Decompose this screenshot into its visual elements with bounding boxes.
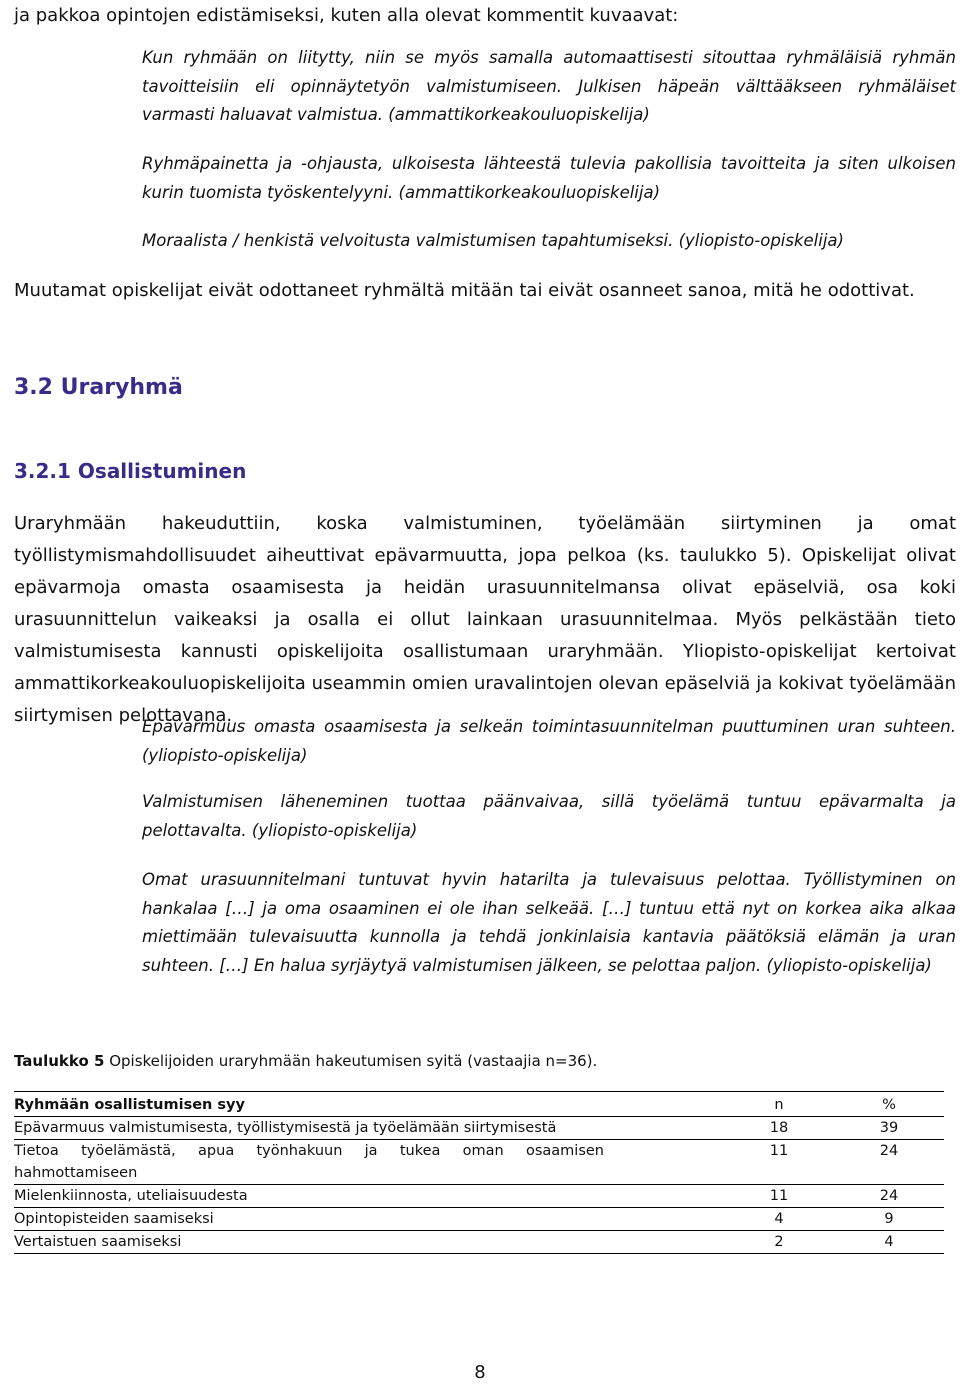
table-row xyxy=(14,1208,944,1231)
page-number: 8 xyxy=(474,1362,486,1383)
cell-percent: 24 xyxy=(834,1140,944,1185)
cell-percent: 9 xyxy=(834,1208,944,1231)
cell-n: 11 xyxy=(724,1185,834,1208)
intro-line: ja pakkoa opintojen edistämiseksi, kuten alla olevat kommentit kuvaavat: xyxy=(14,5,679,26)
section-heading: 3.2 Uraryhmä xyxy=(14,375,183,400)
body-paragraph: Uraryhmään hakeuduttiin, koska valmistuminen, työelämään siirtyminen ja omat työllistymismahdollisuudet aiheuttivat epävarmuutta, jopa pelkoa (ks. taulukko 5). Opiskelijat olivat epävarmoja omasta osaamisesta ja heidän urasuunnitelmansa olivat epäselviä, osa koki urasuunnittelun vaikeaksi ja osalla ei ollut lainkaan urasuunnitelmaa. Myös pelkästään tieto valmistumisesta kannusti opiskelijoita osallistumaan uraryhmään. Yliopisto-opiskelijat kertoivat ammattikorkeakouluopiskelijoita useammin omien uravalintojen olevan epäselviä ja kokivat työelämään siirtymisen pelottavana. xyxy=(14,513,956,726)
cell-reason: Opintopisteiden saamiseksi xyxy=(14,1208,724,1231)
subsection-heading: 3.2.1 Osallistuminen xyxy=(14,459,247,483)
cell-percent: 39 xyxy=(834,1117,944,1140)
table-caption-label: Taulukko 5 xyxy=(14,1052,105,1070)
header-percent: % xyxy=(834,1092,944,1117)
quote-block: Moraalista / henkistä velvoitusta valmistumisen tapahtumiseksi. (yliopisto-opiskelija) xyxy=(142,231,844,250)
table-caption-text: Opiskelijoiden uraryhmään hakeutumisen syitä (vastaajia n=36). xyxy=(104,1052,598,1070)
cell-reason: Mielenkiinnosta, uteliaisuudesta xyxy=(14,1185,724,1208)
header-reason: Ryhmään osallistumisen syy xyxy=(14,1092,724,1117)
table-row xyxy=(14,1117,944,1140)
cell-reason-text: Tietoa työelämästä, apua työnhakuun ja tukea oman osaamisen hahmottamiseen xyxy=(14,1143,604,1181)
cell-n: 18 xyxy=(724,1117,834,1140)
reasons-table xyxy=(14,1091,944,1254)
table-row xyxy=(14,1140,944,1185)
cell-reason: Epävarmuus valmistumisesta, työllistymisestä ja työelämään siirtymisestä xyxy=(14,1117,724,1140)
quote-block: Kun ryhmään on liitytty, niin se myös samalla automaattisesti sitouttaa ryhmäläisiä ryhmän tavoitteisiin eli opinnäytetyön valmistumiseen. Julkisen häpeän välttääkseen ryhmäläiset varmasti haluavat valmistua. (ammattikorkeakouluopiskelija) xyxy=(142,48,956,124)
cell-reason: Vertaistuen saamiseksi xyxy=(14,1231,724,1254)
cell-percent: 24 xyxy=(834,1185,944,1208)
cell-n: 2 xyxy=(724,1231,834,1254)
table-header-row xyxy=(14,1092,944,1117)
cell-reason xyxy=(14,1140,724,1185)
table-row xyxy=(14,1185,944,1208)
quote-block: Omat urasuunnitelmani tuntuvat hyvin hatarilta ja tulevaisuus pelottaa. Työllistyminen on hankalaa […] ja oma osaaminen ei ole ihan selkeää. […] tuntuu että nyt on korkea aika alkaa miettimään tulevaisuutta kunnolla ja tehdä jonkinlaisia kantavia päätöksiä elämän ja uran suhteen. […] En halua syrjäytyä valmistumisen jälkeen, se pelottaa paljon. (yliopisto-opiskelija) xyxy=(142,870,956,975)
table-row xyxy=(14,1231,944,1254)
quote-block: Epävarmuus omasta osaamisesta ja selkeän toimintasuunnitelman puuttuminen uran suhteen. (yliopisto-opiskelija) xyxy=(142,717,956,765)
cell-n: 11 xyxy=(724,1140,834,1185)
cell-n: 4 xyxy=(724,1208,834,1231)
table-caption xyxy=(14,1050,597,1072)
quote-block: Valmistumisen läheneminen tuottaa päänvaivaa, sillä työelämä tuntuu epävarmalta ja pelottavalta. (yliopisto-opiskelija) xyxy=(142,792,956,840)
header-n: n xyxy=(724,1092,834,1117)
cell-percent: 4 xyxy=(834,1231,944,1254)
quote-block: Ryhmäpainetta ja -ohjausta, ulkoisesta lähteestä tulevia pakollisia tavoitteita ja siten ulkoisen kurin tuomista työskentelyyni. (ammattikorkeakouluopiskelija) xyxy=(142,154,956,202)
statement-paragraph: Muutamat opiskelijat eivät odottaneet ryhmältä mitään tai eivät osanneet sanoa, mitä he odottivat. xyxy=(14,280,915,301)
